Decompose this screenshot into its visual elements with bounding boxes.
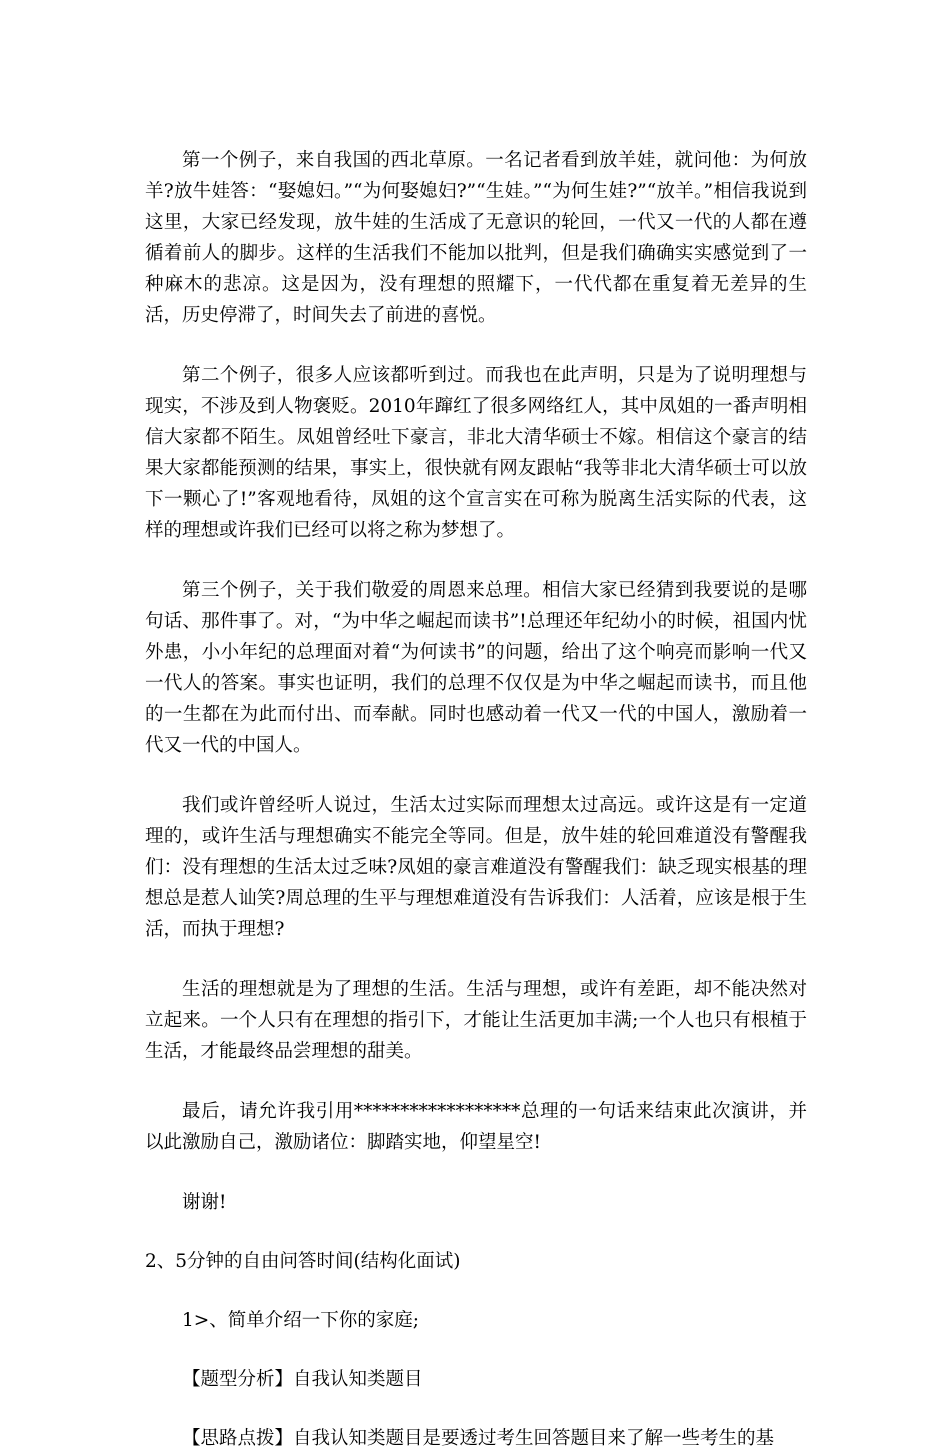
document-page	[145, 145, 807, 1454]
paragraph-example-one: 第一个例子，来自我国的西北草原。一名记者看到放羊娃，就问他：为何放羊?放牛娃答：“娶媳妇。”“为何娶媳妇?”“生娃。”“为何生娃?”“放羊。”相信我说到这里，大家已经发现，放牛娃的生活成了无意识的轮回，一代又一代的人都在遵循着前人的脚步。这样的生活我们不能加以批判，但是我们确确实实感觉到了一种麻木的悲凉。这是因为，没有理想的照耀下，一代代都在重复着无差异的生活，历史停滞了，时间失去了前进的喜悦。	[145, 150, 807, 326]
paragraph-closing: 最后，请允许我引用******************总理的一句话来结束此次演讲，并以此激励自己，激励诸位：脚踏实地，仰望星空!	[145, 1101, 807, 1153]
hint-line: 【思路点拨】自我认知类题目是要透过考生回答题目来了解一些考生的基	[182, 1428, 775, 1449]
question-line: 1>、简单介绍一下你的家庭;	[182, 1310, 420, 1331]
paragraph-example-two: 第二个例子，很多人应该都听到过。而我也在此声明，只是为了说明理想与现实，不涉及到人物褒贬。2010年蹿红了很多网络红人，其中凤姐的一番声明相信大家都不陌生。凤姐曾经吐下豪言，非北大清华硕士不嫁。相信这个豪言的结果大家都能预测的结果，事实上，很快就有网友跟帖“我等非北大清华硕士可以放下一颗心了!”客观地看待，凤姐的这个宣言实在可称为脱离生活实际的代表，这样的理想或许我们已经可以将之称为梦想了。	[145, 365, 807, 541]
analysis-line: 【题型分析】自我认知类题目	[182, 1369, 423, 1390]
paragraph-example-three: 第三个例子，关于我们敬爱的周恩来总理。相信大家已经猜到我要说的是哪句话、那件事了。对，“为中华之崛起而读书”!总理还年纪幼小的时候，祖国内忧外患，小小年纪的总理面对着“为何读书”的问题，给出了这个响亮而影响一代又一代人的答案。事实也证明，我们的总理不仅仅是为中华之崛起而读书，而且他的一生都在为此而付出、而奉献。同时也感动着一代又一代的中国人，激励着一代又一代的中国人。	[145, 580, 807, 756]
section-heading: 2、5分钟的自由问答时间(结构化面试)	[145, 1251, 461, 1272]
thanks-line: 谢谢!	[182, 1192, 227, 1213]
paragraph-reflection: 我们或许曾经听人说过，生活太过实际而理想太过高远。或许这是有一定道理的，或许生活与理想确实不能完全等同。但是，放牛娃的轮回难道没有警醒我们：没有理想的生活太过乏味?凤姐的豪言难道没有警醒我们：缺乏现实根基的理想总是惹人讪笑?周总理的生平与理想难道没有告诉我们：人活着，应该是根于生活，而执于理想?	[145, 795, 807, 940]
paragraph-life-ideal: 生活的理想就是为了理想的生活。生活与理想，或许有差距，却不能决然对立起来。一个人只有在理想的指引下，才能让生活更加丰满;一个人也只有根植于生活，才能最终品尝理想的甜美。	[145, 979, 807, 1062]
